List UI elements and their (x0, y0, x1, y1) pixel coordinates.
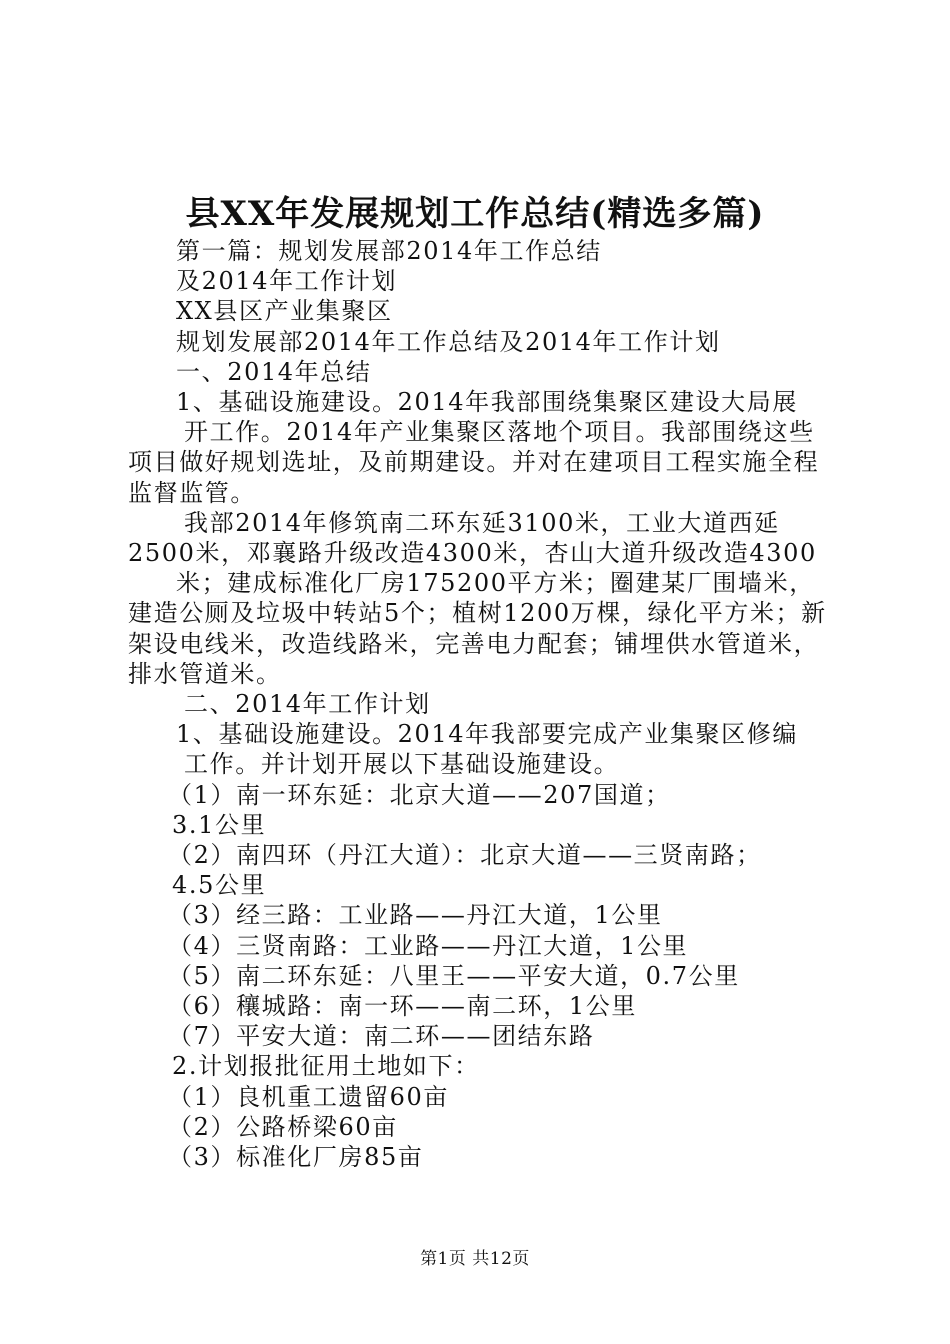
list-item: （7）平安大道：南二环——团结东路 (168, 1022, 595, 1051)
paragraph-line: 1、基础设施建设。2014年我部要完成产业集聚区修编 (176, 720, 798, 749)
page-number: 第1页 共12页 (420, 1249, 530, 1269)
document-body (128, 236, 831, 1172)
list-item: （4）三贤南路：工业路——丹江大道，1公里 (168, 931, 689, 960)
list-item: （3）经三路：工业路——丹江大道，1公里 (168, 901, 663, 930)
list-item: （1）良机重工遗留60亩 (168, 1082, 450, 1111)
paragraph-line: 2.计划报批征用土地如下： (172, 1052, 480, 1081)
paragraph: 开工作。2014年产业集聚区落地个项目。我部围绕这些项目做好规划选址，及前期建设。并对在建项目工程实施全程监督监管。 (128, 418, 820, 507)
paragraph-line: 一、2014年总结 (176, 357, 372, 386)
paragraph-line: 规划发展部2014年工作总结及2014年工作计划 (176, 327, 721, 356)
list-item-detail: 4.5公里 (172, 871, 267, 900)
section-heading: 二、2014年工作计划 (184, 690, 431, 719)
list-item: （1）南一环东延：北京大道——207国道； (168, 780, 671, 809)
list-item: （6）穰城路：南一环——南二环，1公里 (168, 992, 637, 1021)
list-item: （5）南二环东延：八里王——平安大道，0.7公里 (168, 961, 740, 990)
paragraph-line: 第一篇：规划发展部2014年工作总结 (176, 237, 602, 265)
paragraph-line: XX县区产业集聚区 (176, 297, 393, 326)
paragraph-line: 及2014年工作计划 (176, 267, 398, 296)
paragraph-line: 工作。并计划开展以下基础设施建设。 (184, 750, 620, 779)
paragraph: 米；建成标准化厂房175200平方米；圈建某厂围墙米，建造公厕及垃圾中转站5个；植树1200万棵，绿化平方米；新架设电线米，改造线路米，完善电力配套；铺埋供水管道米，排水管道米。 (128, 569, 827, 688)
paragraph-line: 1、基础设施建设。2014年我部围绕集聚区建设大局展 (176, 388, 798, 417)
list-item: （3）标准化厂房85亩 (168, 1143, 424, 1172)
paragraph: 我部2014年修筑南二环东延3100米，工业大道西延2500米，邓襄路升级改造4300米，杏山大道升级改造4300 (128, 508, 817, 568)
document-title: 县XX年发展规划工作总结(精选多篇) (185, 194, 765, 234)
list-item-detail: 3.1公里 (172, 810, 267, 839)
list-item: （2）公路桥梁60亩 (168, 1112, 398, 1141)
list-item: （2）南四环（丹江大道）：北京大道——三贤南路； (168, 841, 762, 870)
